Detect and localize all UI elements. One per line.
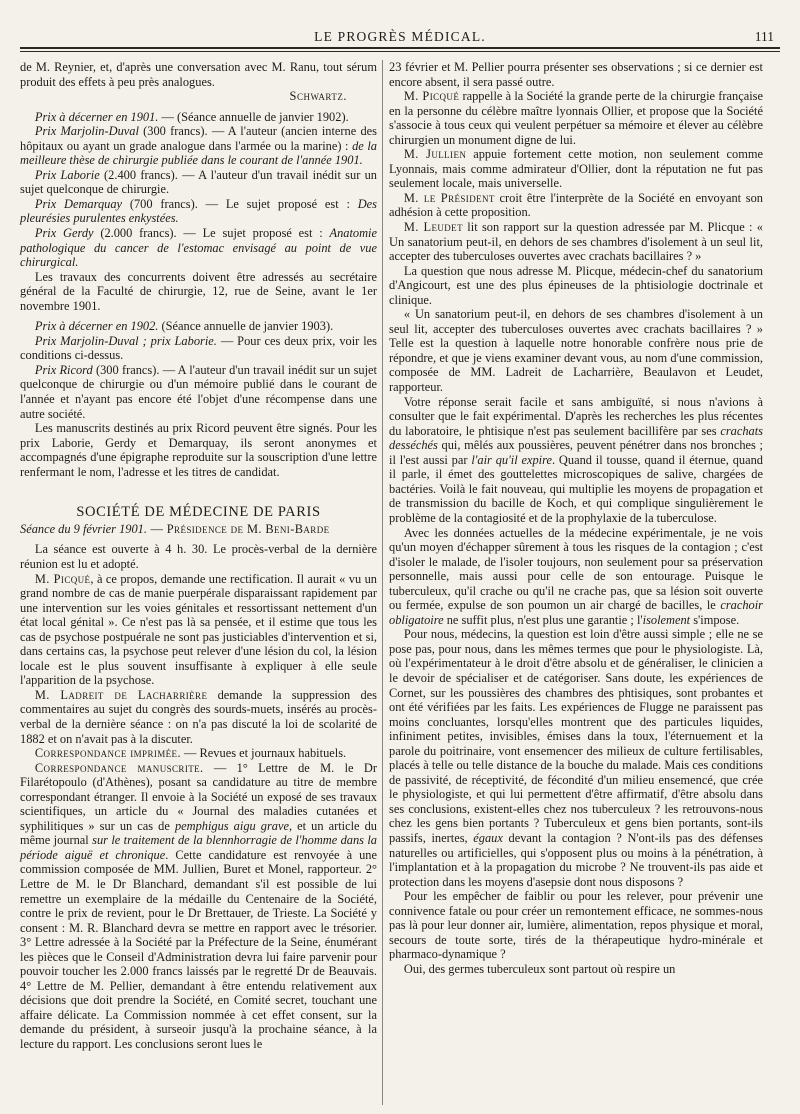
- prize-marjolin-laborie: Prix Marjolin-Duval ; prix Laborie. — Pour ces deux prix, voir les conditions ci-dessus.: [20, 333, 377, 363]
- paragraph: « Un sanatorium peut-il, en dehors de ses chambres d'isolement à un seul lit, accepter des tuberculoses ouvertes avec crachats bacillaires ? » Telle est la question à laquelle notre honorable confrère nous prie de répondre, et que je viens examiner devant vous, au nom d'une commission, composée de MM. Ladreit de Lacharrière, Beaulavon et Leudet, rapporteur.: [389, 307, 763, 395]
- paragraph: Oui, des germes tuberculeux sont partout où respire un: [403, 961, 676, 976]
- paragraph: Votre réponse serait facile et sans ambiguïté, si nous n'avions à consulter que le fait expérimental. D'après les recherches les plus récentes du laboratoire, le phtisique n'est pas seulement bacillifère par ses crachats desséchés qui, mêlés aux poussières, peuvent pénétrer dans nos bronches ; il l'est aussi par l'air qu'il expire. Quand il tousse, quand il éternue, quand il parle, il émet des gouttelettes microscopiques de salive, chargées de bactéries. Voilà le fait nouveau, qui multiplie les moyens de propagation et de transmission du bacille de Koch, et qui complique singulièrement le problème de la contagiosité et de la prophylaxie de la tuberculose.: [389, 394, 763, 525]
- right-column: [389, 60, 763, 976]
- paragraph: M. Ladreit de Lacharrière demande la suppression des commentaires au sujet du congrès des sourds-muets, insérés au procès-verbal de la dernière séance : on n'a pas discuté la loi de scolarité de 1882 et on n'avait pas à la discuter.: [20, 687, 377, 746]
- prize-demarquay: Prix Demarquay (700 francs). — Le sujet proposé est : Des pleurésies purulentes enkystées.: [20, 196, 377, 226]
- prize-gerdy: Prix Gerdy (2.000 francs). — Le sujet proposé est : Anatomie pathologique du cancer de l'estomac envisagé au point de vue chirurgical.: [20, 226, 377, 270]
- paragraph: Pour les empêcher de faiblir ou pour les relever, pour prévenir une connivence fatale ou pour créer un remontement efficace, ne sommes-nous pas là pour leur donner air, lumière, alimentation, repos physique et moral, secours de toute sorte, tirés de la thérapeutique hydro-minérale et pharmaco-dynamique ?: [389, 889, 763, 962]
- paragraph: Avec les données actuelles de la médecine expérimentale, je ne vois qu'un moyen d'échapper sûrement à tous les risques de la contagion ; c'est d'isoler le malade, de l'isoler toujours, non seulement pour sa préservation personnelle, mais aussi pour celle de son entourage. Puisque le tuberculeux, qu'il crache ou qu'il ne crache pas, que sa lésion soit ouverte ou fermée, expulse de son poumon un air chargé de bacilles, le crachoir obligatoire ne suffit plus, n'est plus une garantie ; l'isolement s'impose.: [389, 525, 763, 627]
- prize-ricord: Prix Ricord (300 francs). — A l'auteur d'un travail inédit sur un sujet quelconque de chirurgie ou d'un mémoire publié dans le courant de l'année et n'ayant pas encore été l'objet d'une récompense dans une autre société.: [20, 362, 377, 421]
- column-divider: [382, 60, 383, 1105]
- prize-heading-1902: Prix à décerner en 1902. (Séance annuelle de janvier 1903).: [34, 319, 334, 334]
- paragraph: de M. Reynier, et, d'après une conversation avec M. Ranu, tout sérum produit des effets à peu près analogues.: [20, 60, 377, 89]
- section-title: SOCIÉTÉ DE MÉDECINE DE PARIS: [76, 504, 321, 521]
- paragraph: Correspondance imprimée. — Revues et journaux habituels.: [34, 746, 347, 761]
- left-column: [20, 60, 377, 1052]
- paragraph: 23 février et M. Pellier pourra présenter ses observations ; si ce dernier est encore absent, il sera passé outre.: [389, 60, 763, 89]
- paragraph: Pour nous, médecins, la question est loin d'être aussi simple ; elle ne se pose pas, pour nous, dans les mêmes termes que pour le physiologiste. Là, où l'expérimentateur à le droit d'être absolu et de généraliser, le clinicien a le devoir de spécialiser et de catégoriser. Sans doute, les expériences de Cornet, sur les poussières des chambres des phtisiques, sont probantes et ont été vérifiées par les faits. Les expériences de Flugge ne paraissent pas moins concluantes, lorsqu'elles montrent que des particules liquides, infiniment petites, invisibles, émises dans la toux, l'éternuement et la parole du poitrinaire, vont ensemencer des milieux de culture fertilisables, placés à telle ou telle distance de la bouche du malade. Mais ces conditions de passivité, de réceptivité, de fécondité d'un milieu ensemencé, que crée le physiologiste, et qui lui permettent d'être affirmatif, d'être absolu dans ses conclusions, existent-elles chez nos tuberculeux ? les retrouvons-nous chez les gens bien portants ? Tuberculeux et gens bien portants, sont-ils passifs, inertes, égaux devant la contagion ? N'ont-ils pas des défenses naturelles ou artificielles, qui s'opposent plus ou moins à la pénétration, à l'implantation et à la propagation du microbe ? Ne trouvent-ils pas aide et protection dans les moyens d'asepsie dont nous disposons ?: [389, 627, 764, 889]
- paragraph: Correspondance manuscrite. — 1° Lettre de M. le Dr Filarétopoulo (d'Athènes), posant sa candidature au titre de membre correspondant étranger. Il envoie à la Société un exposé de ses travaux scientifiques, un article du « Journal des maladies cutanées et syphilitiques » sur un cas de pemphigus aigu grave, et un article du même journal sur le traitement de la blennhorragie de l'homme dans la période aiguë et chronique. Cette candidature est renvoyée à une commission composée de MM. Jullien, Buret et Monel, rapporteur. 2° Lettre de M. le Dr Blanchard, demandant s'il est possible de lui remettre un exemplaire de la médaille du Centenaire de la Société, contre le prix de revient, pour le Dr Brettauer, de Trieste. La Société y consent : M. R. Blanchard devra se mettre en rapport avec le trésorier. 3° Lettre adressée à la Société par la Préfecture de la Seine, énumérant les pièces que le Conseil d'Administration devra lui faire parvenir pour pouvoir toucher les 2.000 francs laissés par le regretté Dr de Beauvais. 4° Lettre de M. Pellier, demandant à être entendu relativement aux décisions que doit prendre la Société, en Comité secret, touchant une affaire délicate. La Commission nommée à cet effet consent, sur la demande du président, à surseoir jusqu'à la prochaine séance, à la lecture du rapport. Les conclusions seront lues le: [20, 760, 378, 1051]
- paragraph: Les manuscrits destinés au prix Ricord peuvent être signés. Pour les prix Laborie, Gerdy et Demarquay, ils seront anonymes et accompagnés d'une épigraphe reproduite sur la souscription d'une lettre renfermant le nom, l'adresse et les titres de candidat.: [20, 421, 377, 479]
- header-rule-thin: [20, 51, 780, 52]
- session-line: Séance du 9 février 1901. — Présidence de M. Beni-Barde: [20, 521, 330, 536]
- journal-title: LE PROGRÈS MÉDICAL.: [314, 29, 486, 44]
- paragraph: M. le Président croit être l'interprète de la Société en envoyant son adhésion à cette proposition.: [389, 190, 763, 220]
- running-header: [20, 30, 780, 44]
- header-rule-thick: [20, 47, 780, 49]
- paragraph: M. Picqué rappelle à la Société la grande perte de la chirurgie française en la personne du célèbre maître lyonnais Ollier, et propose que la Société s'associe à tous ceux qui veulent perpétuer sa mémoire et élever au célèbre chirurgien un monument digne de lui.: [389, 89, 764, 147]
- paragraph: M. Jullien appuie fortement cette motion, non seulement comme Lyonnais, mais comme admirateur d'Ollier, dont la réputation ne fut pas seulement locale, mais universelle.: [389, 147, 763, 191]
- page-number: 111: [754, 29, 774, 44]
- prize-marjolin-duval: Prix Marjolin-Duval (300 francs). — A l'auteur (ancien interne des hôpitaux ou ayant un grade analogue dans l'armée ou la marine) : de la meilleure thèse de chirurgie publiée dans le courant de l'année 1901.: [20, 124, 377, 168]
- signature: Schwartz.: [289, 89, 347, 104]
- paragraph: La séance est ouverte à 4 h. 30. Le procès-verbal de la dernière réunion est lu et adopté.: [20, 542, 377, 571]
- paragraph: M. Leudet lit son rapport sur la question adressée par M. Plicque : « Un sanatorium peut-il, en dehors de ses chambres d'isolement à un seul lit, accepter des tuberculoses ouvertes avec crachats bacillaires ? »: [389, 220, 763, 264]
- paragraph: Les travaux des concurrents doivent être adressés au secrétaire général de la Faculté de chirurgie, 12, rue de Seine, avant le 1er novembre 1901.: [20, 269, 377, 313]
- paragraph: M. Picqué, à ce propos, demande une rectification. Il aurait « vu un grand nombre de cas de manie puerpérale disparaissant rapidement par une intervention sur les voies génitales et ressortissant nettement d'un état local génital ». Ce n'est pas là sa pensée, et il estime que tous les cas de psychose postpuérale ne sont pas justiciables d'intervention et si, dans certains cas, la psychose peut relever d'une lésion du col, la lésion locale est le plus souvent insuffisante à expliquer à elle seule l'apparition de la psychose.: [20, 571, 377, 688]
- prize-heading-1901: Prix à décerner en 1901. — (Séance annuelle de janvier 1902).: [34, 109, 349, 124]
- prize-laborie: Prix Laborie (2.400 francs). — A l'auteur d'un travail inédit sur un sujet quelconque de chirurgie.: [20, 167, 378, 197]
- paragraph: La question que nous adresse M. Plicque, médecin-chef du sanatorium d'Angicourt, est une des plus épineuses de la phtisiologie doctrinale et clinique.: [389, 263, 763, 307]
